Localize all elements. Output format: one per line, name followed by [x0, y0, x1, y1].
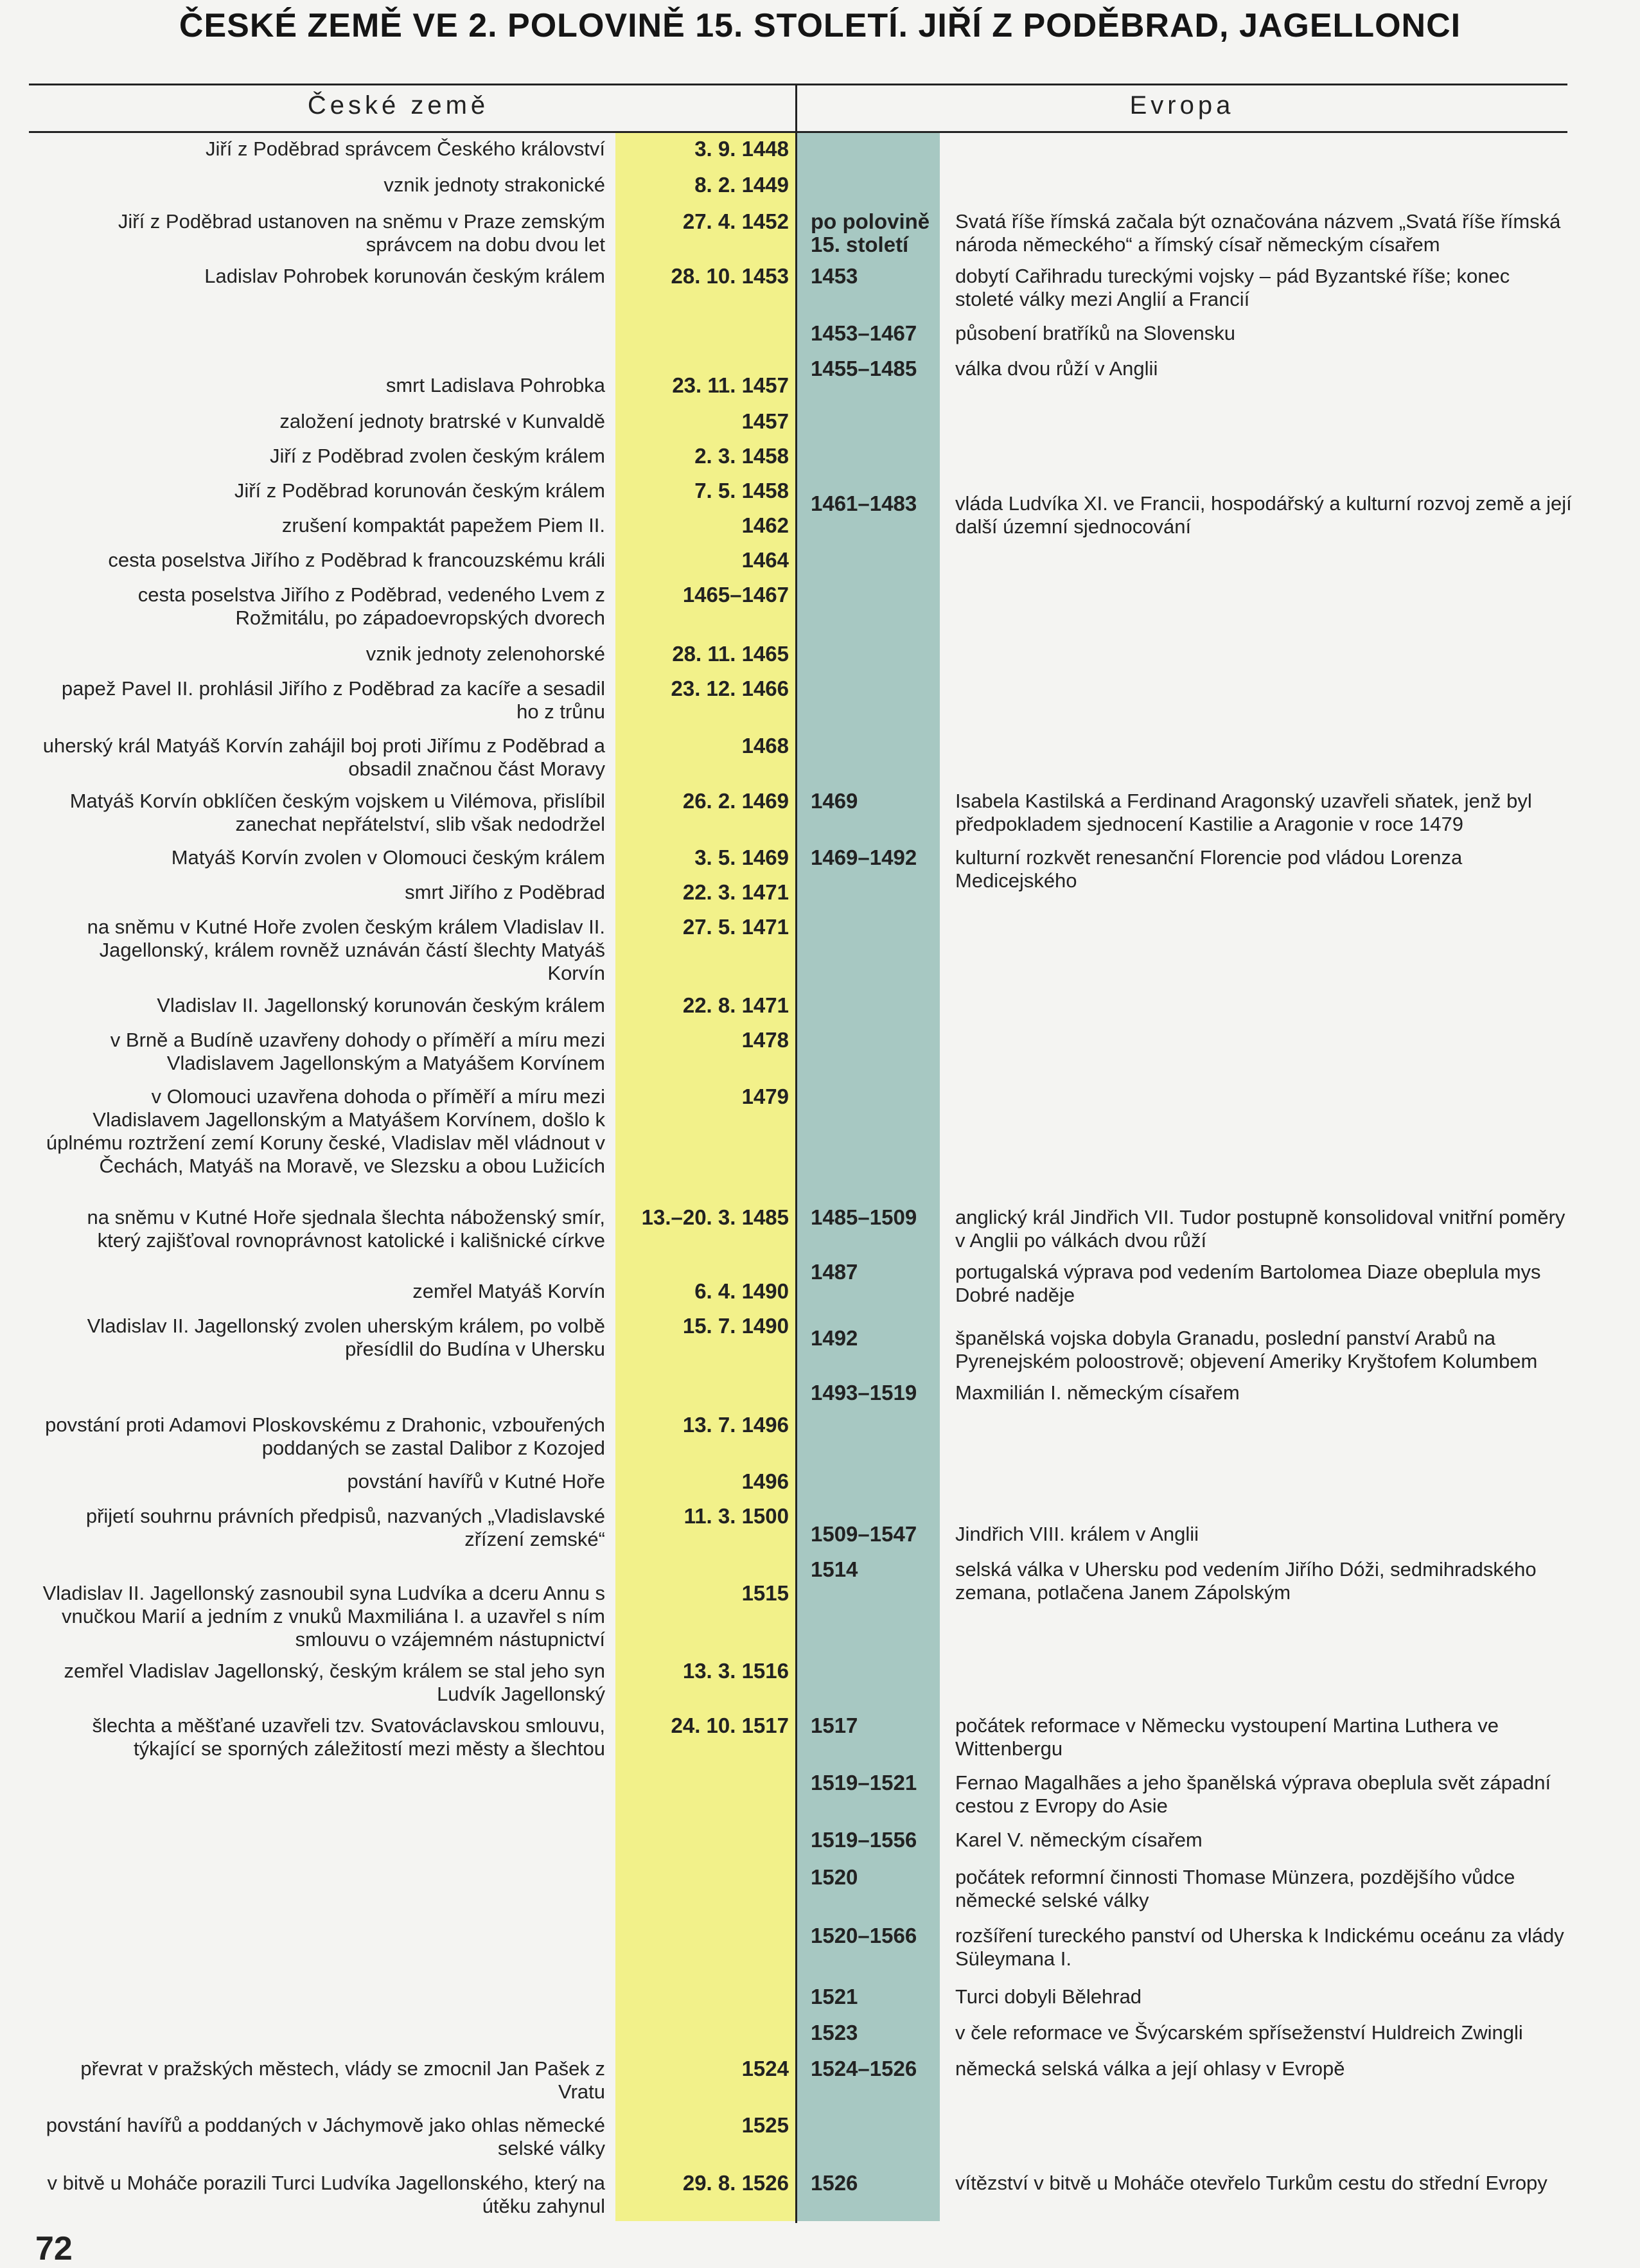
- europe-event-date: 1520: [811, 1865, 858, 1889]
- page-title: ČESKÉ ZEMĚ VE 2. POLOVINĚ 15. STOLETÍ. JIŘÍ Z PODĚBRAD, JAGELLONCI: [179, 7, 1461, 44]
- europe-event-text: anglický král Jindřich VII. Tudor postupně konsolidoval vnitřní poměry v Anglii po válkách dvou růží: [955, 1206, 1565, 1252]
- czech-event-text: Vladislav II. Jagellonský zvolen uherským králem, po volbě přesídlil do Budína v Uhersku: [87, 1315, 605, 1360]
- europe-event-text: válka dvou růží v Anglii: [955, 357, 1158, 380]
- czech-event-date: 1457: [741, 409, 789, 433]
- czech-event-text: Vladislav II. Jagellonský zasnoubil syna Ludvíka a dceru Annu s vnučkou Marií a jedním z vnuků Maxmiliána I. a uzavřel s ním smlouvu o vzájemném nástupnictví: [42, 1582, 605, 1651]
- czech-event-date: 28. 11. 1465: [672, 642, 789, 666]
- europe-event-date: 1461–1483: [811, 492, 917, 515]
- column-header-czech: České země: [307, 91, 489, 120]
- column-header-europe: Evropa: [1129, 91, 1235, 120]
- czech-event-date: 23. 12. 1466: [671, 677, 789, 700]
- czech-event-text: Matyáš Korvín zvolen v Olomouci českým králem: [171, 846, 605, 869]
- europe-event-text: vláda Ludvíka XI. ve Francii, hospodářský a kulturní rozvoj země a její další územní sjednocování: [955, 492, 1572, 538]
- czech-event-text: zemřel Matyáš Korvín: [412, 1280, 605, 1302]
- czech-event-date: 13. 7. 1496: [682, 1413, 789, 1437]
- europe-event-text: Jindřich VIII. králem v Anglii: [955, 1523, 1199, 1545]
- czech-event-text: povstání proti Adamovi Ploskovskému z Drahonic, vzbouřených poddaných se zastal Dalibor z Kozojed: [45, 1413, 605, 1459]
- czech-event-text: přijetí souhrnu právních předpisů, nazvaných „Vladislavské zřízení zemské“: [85, 1505, 605, 1550]
- europe-event-text: působení bratříků na Slovensku: [955, 322, 1235, 344]
- europe-event-text: Maxmilián I. německým císařem: [955, 1381, 1240, 1404]
- czech-event-text: vznik jednoty zelenohorské: [366, 642, 605, 665]
- czech-event-date: 8. 2. 1449: [694, 173, 789, 197]
- europe-event-text: německá selská válka a její ohlasy v Evropě: [955, 2057, 1345, 2080]
- europe-event-date: 1526: [811, 2171, 858, 2195]
- europe-event-date: 1469: [811, 789, 858, 813]
- czech-event-date: 23. 11. 1457: [672, 373, 789, 397]
- czech-event-date: 11. 3. 1500: [683, 1504, 789, 1528]
- czech-event-text: povstání havířů a poddaných v Jáchymově jako ohlas německé selské války: [46, 2114, 605, 2159]
- europe-event-date: 1469–1492: [811, 846, 917, 869]
- czech-event-date: 1515: [741, 1581, 789, 1605]
- czech-event-text: založení jednoty bratrské v Kunvaldě: [279, 410, 605, 432]
- column-divider: [795, 84, 797, 2223]
- czech-event-text: povstání havířů v Kutné Hoře: [347, 1470, 605, 1493]
- czech-event-date: 1478: [741, 1028, 789, 1052]
- europe-event-text: kulturní rozkvět renesanční Florencie pod vládou Lorenza Medicejského: [955, 846, 1463, 892]
- czech-event-date: 1496: [741, 1469, 789, 1493]
- czech-event-text: cesta poselstva Jiřího z Poděbrad k francouzskému králi: [108, 549, 605, 571]
- czech-event-text: Jiří z Poděbrad korunován českým králem: [234, 479, 605, 502]
- page-number: 72: [35, 2230, 73, 2267]
- europe-event-text: Fernao Magalhães a jeho španělská výprava obeplula svět západní cestou z Evropy do Asie: [955, 1771, 1551, 1817]
- czech-event-text: Vladislav II. Jagellonský korunován českým králem: [157, 994, 605, 1016]
- czech-event-date: 1468: [741, 734, 789, 757]
- czech-event-text: v bitvě u Moháče porazili Turci Ludvíka Jagellonského, který na útěku zahynul: [47, 2172, 605, 2217]
- europe-event-date: 1453: [811, 264, 858, 288]
- europe-event-text: vítězství v bitvě u Moháče otevřelo Turkům cestu do střední Evropy: [955, 2172, 1547, 2194]
- czech-event-date: 7. 5. 1458: [694, 479, 789, 502]
- europe-date-column-band: [797, 133, 940, 2221]
- czech-event-text: Matyáš Korvín obklíčen českým vojskem u Vilémova, přislíbil zanechat nepřátelství, slib však nedodržel: [69, 790, 605, 835]
- czech-event-date: 1479: [741, 1085, 789, 1108]
- czech-event-text: v Brně a Budíně uzavřeny dohody o příměří a míru mezi Vladislavem Jagellonským a Matyášem Korvínem: [110, 1029, 605, 1074]
- europe-event-text: rozšíření tureckého panství od Uherska k Indickému oceánu za vlády Süleymana I.: [955, 1924, 1564, 1970]
- europe-event-text: v čele reformace ve Švýcarském spříseženství Huldreich Zwingli: [955, 2021, 1523, 2044]
- czech-event-date: 2. 3. 1458: [694, 444, 789, 468]
- europe-event-date: 1514: [811, 1557, 858, 1581]
- czech-event-date: 22. 8. 1471: [682, 993, 789, 1017]
- czech-event-text: šlechta a měšťané uzavřeli tzv. Svatováclavskou smlouvu, týkající se sporných záležitostí mezi městy a šlechtou: [92, 1714, 605, 1760]
- czech-event-text: uherský král Matyáš Korvín zahájil boj proti Jiřímu z Poděbrad a obsadil značnou část Moravy: [42, 734, 605, 780]
- czech-event-date: 6. 4. 1490: [694, 1279, 789, 1303]
- czech-event-text: Jiří z Poděbrad ustanoven na sněmu v Praze zemským správcem na dobu dvou let: [118, 210, 605, 256]
- czech-event-date: 26. 2. 1469: [682, 789, 789, 813]
- europe-event-text: dobytí Cařihradu tureckými vojsky – pád Byzantské říše; konec stoleté války mezi Anglií a Francií: [955, 265, 1510, 310]
- europe-event-date: 1517: [811, 1714, 858, 1737]
- czech-event-text: Jiří z Poděbrad zvolen českým králem: [269, 445, 605, 467]
- czech-event-text: na sněmu v Kutné Hoře sjednala šlechta náboženský smír, který zajišťoval rovnoprávnost katolické i kališnické církve: [87, 1206, 605, 1252]
- europe-event-text: španělská vojska dobyla Granadu, poslední panství Arabů na Pyrenejském poloostrově; objevení Ameriky Kryštofem Kolumbem: [955, 1327, 1538, 1372]
- czech-event-date: 13.–20. 3. 1485: [641, 1205, 789, 1229]
- header-top-rule: [29, 84, 1567, 85]
- czech-event-date: 24. 10. 1517: [671, 1714, 789, 1737]
- europe-event-text: Karel V. německým císařem: [955, 1829, 1203, 1851]
- czech-event-date: 1524: [741, 2057, 789, 2080]
- czech-event-text: zrušení kompaktát papežem Piem II.: [281, 514, 605, 536]
- europe-event-date: 1520–1566: [811, 1924, 917, 1947]
- europe-event-date: 1519–1556: [811, 1828, 917, 1852]
- europe-event-date: po polovině 15. století: [811, 209, 930, 256]
- czech-event-date: 27. 4. 1452: [682, 209, 789, 233]
- europe-event-date: 1455–1485: [811, 357, 917, 380]
- europe-event-date: 1487: [811, 1260, 858, 1284]
- czech-event-date: 3. 5. 1469: [694, 846, 789, 869]
- czech-event-text: Ladislav Pohrobek korunován českým králem: [204, 265, 605, 287]
- czech-event-text: v Olomouci uzavřena dohoda o příměří a míru mezi Vladislavem Jagellonským a Matyášem Korvínem, došlo k úplnému roztržení zemí Koruny české, Vladislav měl vládnout v Čechách, Matyáš na Moravě, ve Slezsku a obou Lužicích: [46, 1085, 605, 1177]
- europe-event-text: počátek reformní činnosti Thomase Münzera, pozdějšího vůdce německé selské války: [955, 1866, 1515, 1911]
- europe-event-date: 1524–1526: [811, 2057, 917, 2080]
- czech-event-text: papež Pavel II. prohlásil Jiřího z Poděbrad za kacíře a sesadil ho z trůnu: [61, 677, 605, 723]
- czech-event-text: Jiří z Poděbrad správcem Českého království: [206, 137, 605, 160]
- europe-event-date: 1485–1509: [811, 1205, 917, 1229]
- europe-event-date: 1521: [811, 1985, 858, 2008]
- europe-event-date: 1523: [811, 2021, 858, 2044]
- czech-event-date: 13. 3. 1516: [682, 1659, 789, 1683]
- czech-event-date: 1465–1467: [682, 583, 789, 607]
- czech-event-date: 3. 9. 1448: [694, 137, 789, 161]
- europe-event-text: Isabela Kastilská a Ferdinand Aragonský uzavřeli sňatek, jenž byl předpokladem sjednocení Kastilie a Aragonie v roce 1479: [955, 790, 1532, 835]
- czech-event-date: 29. 8. 1526: [682, 2171, 789, 2195]
- czech-event-date: 1464: [741, 548, 789, 572]
- europe-event-text: Svatá říše římská začala být označována názvem „Svatá říše římská národa německého“ a římský císař německým císařem: [955, 210, 1561, 256]
- europe-event-date: 1519–1521: [811, 1771, 917, 1794]
- czech-event-text: cesta poselstva Jiřího z Poděbrad, vedeného Lvem z Rožmitálu, po západoevropských dvorech: [137, 583, 605, 629]
- europe-event-date: 1509–1547: [811, 1522, 917, 1546]
- czech-event-date: 28. 10. 1453: [671, 264, 789, 288]
- europe-event-text: selská válka v Uhersku pod vedením Jiřího Dóži, sedmihradského zemana, potlačena Janem Zápolským: [955, 1558, 1537, 1604]
- czech-event-text: smrt Ladislava Pohrobka: [385, 374, 605, 396]
- europe-event-date: 1453–1467: [811, 321, 917, 345]
- czech-event-date: 1462: [741, 513, 789, 537]
- czech-event-text: smrt Jiřího z Poděbrad: [405, 881, 605, 903]
- europe-event-text: počátek reformace v Německu vystoupení Martina Luthera ve Wittenbergu: [955, 1714, 1499, 1760]
- czech-event-text: na sněmu v Kutné Hoře zvolen českým králem Vladislav II. Jagellonský, králem rovněž uznáván částí šlechty Matyáš Korvín: [87, 916, 605, 984]
- czech-event-date: 1525: [741, 2113, 789, 2137]
- europe-event-text: Turci dobyli Bělehrad: [955, 1985, 1142, 2008]
- czech-event-text: vznik jednoty strakonické: [384, 173, 605, 196]
- czech-event-date: 15. 7. 1490: [682, 1314, 789, 1338]
- europe-event-date: 1493–1519: [811, 1381, 917, 1404]
- czech-event-date: 22. 3. 1471: [682, 880, 789, 904]
- europe-event-date: 1492: [811, 1326, 858, 1350]
- czech-event-text: převrat v pražských městech, vlády se zmocnil Jan Pašek z Vratu: [80, 2057, 605, 2103]
- europe-event-text: portugalská výprava pod vedením Bartolomea Diaze obeplula mys Dobré naděje: [955, 1261, 1541, 1306]
- czech-event-date: 27. 5. 1471: [682, 915, 789, 939]
- czech-event-text: zemřel Vladislav Jagellonský, českým králem se stal jeho syn Ludvík Jagellonský: [64, 1660, 605, 1705]
